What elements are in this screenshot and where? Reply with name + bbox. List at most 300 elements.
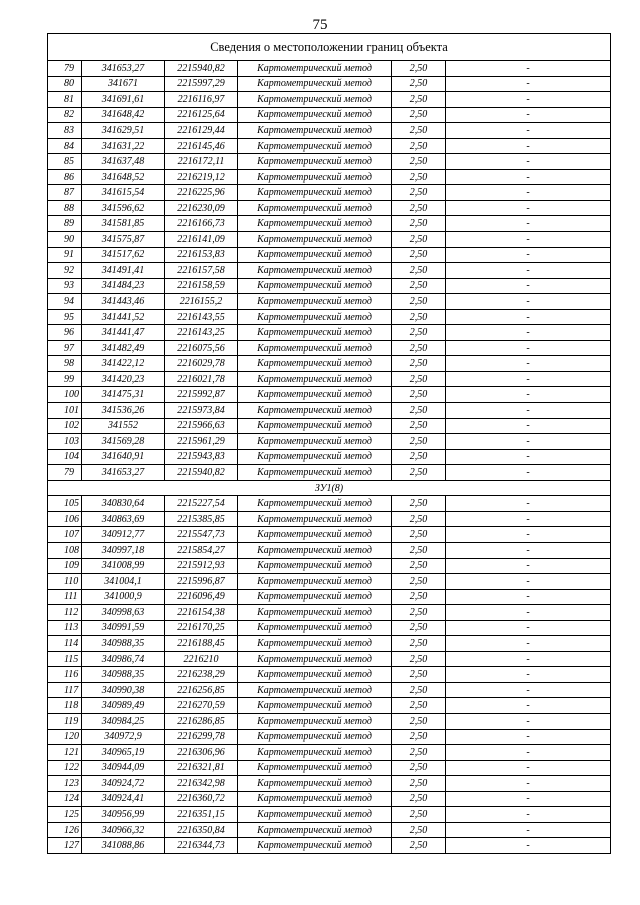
method-cell: Картометрический метод xyxy=(238,527,392,543)
coord-y-cell: 2216157,58 xyxy=(165,263,238,279)
description-cell: - xyxy=(446,745,611,761)
table-row xyxy=(48,247,611,263)
description-cell: - xyxy=(446,309,611,325)
table-row xyxy=(48,776,611,792)
description-cell: - xyxy=(446,527,611,543)
table-row xyxy=(48,278,611,294)
coord-x-cell: 340972,9 xyxy=(82,729,165,745)
method-cell: Картометрический метод xyxy=(238,309,392,325)
accuracy-cell: 2,50 xyxy=(392,589,446,605)
coord-y-cell: 2216306,96 xyxy=(165,745,238,761)
accuracy-cell: 2,50 xyxy=(392,449,446,465)
table-row xyxy=(48,574,611,590)
coord-x-cell: 340998,63 xyxy=(82,605,165,621)
method-cell: Картометрический метод xyxy=(238,542,392,558)
method-cell: Картометрический метод xyxy=(238,620,392,636)
accuracy-cell: 2,50 xyxy=(392,278,446,294)
accuracy-cell: 2,50 xyxy=(392,403,446,419)
coord-y-cell: 2216075,56 xyxy=(165,340,238,356)
point-number-cell: 104 xyxy=(48,449,82,465)
coord-y-cell: 2216141,09 xyxy=(165,232,238,248)
point-number-cell: 93 xyxy=(48,278,82,294)
method-cell: Картометрический метод xyxy=(238,745,392,761)
method-cell: Картометрический метод xyxy=(238,589,392,605)
coord-y-cell: 2216096,49 xyxy=(165,589,238,605)
coord-y-cell: 2216286,85 xyxy=(165,713,238,729)
accuracy-cell: 2,50 xyxy=(392,294,446,310)
description-cell: - xyxy=(446,387,611,403)
description-cell: - xyxy=(446,403,611,419)
coord-y-cell: 2216116,97 xyxy=(165,92,238,108)
table-row xyxy=(48,356,611,372)
method-cell: Картометрический метод xyxy=(238,605,392,621)
method-cell: Картометрический метод xyxy=(238,403,392,419)
coord-x-cell: 341631,22 xyxy=(82,138,165,154)
accuracy-cell: 2,50 xyxy=(392,185,446,201)
point-number-cell: 79 xyxy=(48,465,82,481)
point-number-cell: 88 xyxy=(48,200,82,216)
table-row xyxy=(48,371,611,387)
accuracy-cell: 2,50 xyxy=(392,107,446,123)
coord-x-cell: 341000,9 xyxy=(82,589,165,605)
description-cell: - xyxy=(446,232,611,248)
description-cell: - xyxy=(446,807,611,823)
coord-x-cell: 340944,09 xyxy=(82,760,165,776)
accuracy-cell: 2,50 xyxy=(392,123,446,139)
accuracy-cell: 2,50 xyxy=(392,682,446,698)
accuracy-cell: 2,50 xyxy=(392,465,446,481)
coord-y-cell: 2215227,54 xyxy=(165,496,238,512)
coord-x-cell: 341441,47 xyxy=(82,325,165,341)
coord-x-cell: 341422,12 xyxy=(82,356,165,372)
description-cell: - xyxy=(446,418,611,434)
point-number-cell: 124 xyxy=(48,791,82,807)
description-cell: - xyxy=(446,340,611,356)
coord-y-cell: 2216143,25 xyxy=(165,325,238,341)
accuracy-cell: 2,50 xyxy=(392,232,446,248)
accuracy-cell: 2,50 xyxy=(392,169,446,185)
description-cell: - xyxy=(446,605,611,621)
coord-x-cell: 340997,18 xyxy=(82,542,165,558)
point-number-cell: 84 xyxy=(48,138,82,154)
point-number-cell: 81 xyxy=(48,92,82,108)
accuracy-cell: 2,50 xyxy=(392,791,446,807)
coord-x-cell: 340984,25 xyxy=(82,713,165,729)
coord-y-cell: 2215854,27 xyxy=(165,542,238,558)
coord-y-cell: 2216143,55 xyxy=(165,309,238,325)
point-number-cell: 97 xyxy=(48,340,82,356)
method-cell: Картометрический метод xyxy=(238,822,392,838)
table-row xyxy=(48,61,611,77)
coord-x-cell: 341637,48 xyxy=(82,154,165,170)
table-row xyxy=(48,418,611,434)
accuracy-cell: 2,50 xyxy=(392,527,446,543)
coord-y-cell: 2216225,96 xyxy=(165,185,238,201)
table-row xyxy=(48,760,611,776)
method-cell: Картометрический метод xyxy=(238,558,392,574)
description-cell: - xyxy=(446,185,611,201)
point-number-cell: 115 xyxy=(48,651,82,667)
method-cell: Картометрический метод xyxy=(238,791,392,807)
table-row xyxy=(48,185,611,201)
method-cell: Картометрический метод xyxy=(238,123,392,139)
description-cell: - xyxy=(446,325,611,341)
method-cell: Картометрический метод xyxy=(238,776,392,792)
coord-y-cell: 2216360,72 xyxy=(165,791,238,807)
accuracy-cell: 2,50 xyxy=(392,620,446,636)
description-cell: - xyxy=(446,667,611,683)
coord-x-cell: 341575,87 xyxy=(82,232,165,248)
coord-y-cell: 2215385,85 xyxy=(165,511,238,527)
accuracy-cell: 2,50 xyxy=(392,698,446,714)
coord-y-cell: 2216188,45 xyxy=(165,636,238,652)
method-cell: Картометрический метод xyxy=(238,169,392,185)
page-number: 75 xyxy=(312,17,328,33)
table-row xyxy=(48,605,611,621)
table-row xyxy=(48,92,611,108)
coord-y-cell: 2216210 xyxy=(165,651,238,667)
accuracy-cell: 2,50 xyxy=(392,356,446,372)
section-row xyxy=(48,480,611,496)
accuracy-cell: 2,50 xyxy=(392,61,446,77)
table-row xyxy=(48,558,611,574)
description-cell: - xyxy=(446,822,611,838)
coord-y-cell: 2215997,29 xyxy=(165,76,238,92)
coord-y-cell: 2216350,84 xyxy=(165,822,238,838)
point-number-cell: 122 xyxy=(48,760,82,776)
point-number-cell: 108 xyxy=(48,542,82,558)
table-row xyxy=(48,216,611,232)
method-cell: Картометрический метод xyxy=(238,263,392,279)
method-cell: Картометрический метод xyxy=(238,356,392,372)
table-row xyxy=(48,154,611,170)
method-cell: Картометрический метод xyxy=(238,651,392,667)
coord-y-cell: 2216029,78 xyxy=(165,356,238,372)
coord-y-cell: 2216344,73 xyxy=(165,838,238,854)
coord-x-cell: 341443,46 xyxy=(82,294,165,310)
point-number-cell: 123 xyxy=(48,776,82,792)
coord-x-cell: 341491,41 xyxy=(82,263,165,279)
method-cell: Картометрический метод xyxy=(238,247,392,263)
coord-y-cell: 2216129,44 xyxy=(165,123,238,139)
point-number-cell: 119 xyxy=(48,713,82,729)
coord-y-cell: 2215940,82 xyxy=(165,465,238,481)
description-cell: - xyxy=(446,216,611,232)
method-cell: Картометрический метод xyxy=(238,232,392,248)
accuracy-cell: 2,50 xyxy=(392,138,446,154)
accuracy-cell: 2,50 xyxy=(392,309,446,325)
accuracy-cell: 2,50 xyxy=(392,154,446,170)
description-cell: - xyxy=(446,247,611,263)
accuracy-cell: 2,50 xyxy=(392,216,446,232)
accuracy-cell: 2,50 xyxy=(392,574,446,590)
method-cell: Картометрический метод xyxy=(238,511,392,527)
method-cell: Картометрический метод xyxy=(238,636,392,652)
coord-x-cell: 340965,19 xyxy=(82,745,165,761)
accuracy-cell: 2,50 xyxy=(392,807,446,823)
coord-x-cell: 341484,23 xyxy=(82,278,165,294)
point-number-cell: 110 xyxy=(48,574,82,590)
coord-x-cell: 341536,26 xyxy=(82,403,165,419)
accuracy-cell: 2,50 xyxy=(392,713,446,729)
table-row xyxy=(48,138,611,154)
accuracy-cell: 2,50 xyxy=(392,776,446,792)
description-cell: - xyxy=(446,651,611,667)
boundary-coordinates-table xyxy=(47,33,611,854)
method-cell: Картометрический метод xyxy=(238,838,392,854)
point-number-cell: 109 xyxy=(48,558,82,574)
accuracy-cell: 2,50 xyxy=(392,667,446,683)
coord-x-cell: 341569,28 xyxy=(82,434,165,450)
coord-x-cell: 340956,99 xyxy=(82,807,165,823)
method-cell: Картометрический метод xyxy=(238,61,392,77)
point-number-cell: 80 xyxy=(48,76,82,92)
description-cell: - xyxy=(446,760,611,776)
table-row xyxy=(48,107,611,123)
accuracy-cell: 2,50 xyxy=(392,200,446,216)
point-number-cell: 87 xyxy=(48,185,82,201)
method-cell: Картометрический метод xyxy=(238,698,392,714)
description-cell: - xyxy=(446,636,611,652)
point-number-cell: 92 xyxy=(48,263,82,279)
coord-x-cell: 340986,74 xyxy=(82,651,165,667)
method-cell: Картометрический метод xyxy=(238,325,392,341)
description-cell: - xyxy=(446,154,611,170)
description-cell: - xyxy=(446,620,611,636)
description-cell: - xyxy=(446,356,611,372)
table-row xyxy=(48,496,611,512)
accuracy-cell: 2,50 xyxy=(392,371,446,387)
method-cell: Картометрический метод xyxy=(238,807,392,823)
coord-y-cell: 2216166,73 xyxy=(165,216,238,232)
accuracy-cell: 2,50 xyxy=(392,651,446,667)
description-cell: - xyxy=(446,698,611,714)
coord-x-cell: 341653,27 xyxy=(82,61,165,77)
description-cell: - xyxy=(446,682,611,698)
method-cell: Картометрический метод xyxy=(238,760,392,776)
table-row xyxy=(48,232,611,248)
coord-x-cell: 341581,85 xyxy=(82,216,165,232)
point-number-cell: 102 xyxy=(48,418,82,434)
coord-y-cell: 2215996,87 xyxy=(165,574,238,590)
point-number-cell: 121 xyxy=(48,745,82,761)
coord-y-cell: 2215961,29 xyxy=(165,434,238,450)
table-row xyxy=(48,822,611,838)
coord-y-cell: 2216238,29 xyxy=(165,667,238,683)
table-row xyxy=(48,651,611,667)
description-cell: - xyxy=(446,729,611,745)
coord-x-cell: 341629,51 xyxy=(82,123,165,139)
coord-x-cell: 340830,64 xyxy=(82,496,165,512)
coord-y-cell: 2215943,83 xyxy=(165,449,238,465)
method-cell: Картометрический метод xyxy=(238,371,392,387)
table-row xyxy=(48,465,611,481)
accuracy-cell: 2,50 xyxy=(392,434,446,450)
coord-x-cell: 340988,35 xyxy=(82,667,165,683)
accuracy-cell: 2,50 xyxy=(392,745,446,761)
accuracy-cell: 2,50 xyxy=(392,760,446,776)
method-cell: Картометрический метод xyxy=(238,294,392,310)
coord-x-cell: 341517,62 xyxy=(82,247,165,263)
description-cell: - xyxy=(446,449,611,465)
method-cell: Картометрический метод xyxy=(238,76,392,92)
coord-x-cell: 341088,86 xyxy=(82,838,165,854)
point-number-cell: 105 xyxy=(48,496,82,512)
description-cell: - xyxy=(446,465,611,481)
coord-x-cell: 341008,99 xyxy=(82,558,165,574)
table-row xyxy=(48,682,611,698)
coord-y-cell: 2215966,63 xyxy=(165,418,238,434)
coord-y-cell: 2216351,15 xyxy=(165,807,238,823)
accuracy-cell: 2,50 xyxy=(392,558,446,574)
description-cell: - xyxy=(446,107,611,123)
coord-y-cell: 2216172,11 xyxy=(165,154,238,170)
table-row xyxy=(48,434,611,450)
coord-x-cell: 340924,41 xyxy=(82,791,165,807)
point-number-cell: 85 xyxy=(48,154,82,170)
coord-x-cell: 341441,52 xyxy=(82,309,165,325)
method-cell: Картометрический метод xyxy=(238,713,392,729)
accuracy-cell: 2,50 xyxy=(392,92,446,108)
accuracy-cell: 2,50 xyxy=(392,636,446,652)
description-cell: - xyxy=(446,138,611,154)
accuracy-cell: 2,50 xyxy=(392,263,446,279)
table-row xyxy=(48,449,611,465)
point-number-cell: 98 xyxy=(48,356,82,372)
point-number-cell: 86 xyxy=(48,169,82,185)
coord-y-cell: 2215912,93 xyxy=(165,558,238,574)
coord-y-cell: 2215973,84 xyxy=(165,403,238,419)
description-cell: - xyxy=(446,838,611,854)
coord-x-cell: 340863,69 xyxy=(82,511,165,527)
point-number-cell: 116 xyxy=(48,667,82,683)
coord-y-cell: 2216299,78 xyxy=(165,729,238,745)
coord-x-cell: 340991,59 xyxy=(82,620,165,636)
coord-y-cell: 2216154,38 xyxy=(165,605,238,621)
method-cell: Картометрический метод xyxy=(238,216,392,232)
table-row xyxy=(48,729,611,745)
table-row xyxy=(48,620,611,636)
coord-x-cell: 340988,35 xyxy=(82,636,165,652)
table-row xyxy=(48,807,611,823)
description-cell: - xyxy=(446,263,611,279)
method-cell: Картометрический метод xyxy=(238,418,392,434)
table-row xyxy=(48,713,611,729)
method-cell: Картометрический метод xyxy=(238,92,392,108)
table-row xyxy=(48,387,611,403)
accuracy-cell: 2,50 xyxy=(392,496,446,512)
coord-x-cell: 341552 xyxy=(82,418,165,434)
coord-x-cell: 340990,38 xyxy=(82,682,165,698)
table-row xyxy=(48,403,611,419)
method-cell: Картометрический метод xyxy=(238,185,392,201)
coord-x-cell: 341671 xyxy=(82,76,165,92)
table-row xyxy=(48,745,611,761)
method-cell: Картометрический метод xyxy=(238,729,392,745)
table-row xyxy=(48,511,611,527)
coord-y-cell: 2216145,46 xyxy=(165,138,238,154)
method-cell: Картометрический метод xyxy=(238,278,392,294)
accuracy-cell: 2,50 xyxy=(392,838,446,854)
coord-y-cell: 2215992,87 xyxy=(165,387,238,403)
coord-x-cell: 341615,54 xyxy=(82,185,165,201)
coord-y-cell: 2215547,73 xyxy=(165,527,238,543)
description-cell: - xyxy=(446,542,611,558)
accuracy-cell: 2,50 xyxy=(392,418,446,434)
description-cell: - xyxy=(446,169,611,185)
point-number-cell: 125 xyxy=(48,807,82,823)
accuracy-cell: 2,50 xyxy=(392,387,446,403)
accuracy-cell: 2,50 xyxy=(392,340,446,356)
method-cell: Картометрический метод xyxy=(238,574,392,590)
point-number-cell: 101 xyxy=(48,403,82,419)
method-cell: Картометрический метод xyxy=(238,138,392,154)
table-row xyxy=(48,309,611,325)
coord-y-cell: 2216342,98 xyxy=(165,776,238,792)
coord-x-cell: 341691,61 xyxy=(82,92,165,108)
table-row xyxy=(48,123,611,139)
table-row xyxy=(48,791,611,807)
point-number-cell: 111 xyxy=(48,589,82,605)
method-cell: Картометрический метод xyxy=(238,496,392,512)
point-number-cell: 107 xyxy=(48,527,82,543)
description-cell: - xyxy=(446,776,611,792)
coord-y-cell: 2216321,81 xyxy=(165,760,238,776)
accuracy-cell: 2,50 xyxy=(392,729,446,745)
accuracy-cell: 2,50 xyxy=(392,542,446,558)
method-cell: Картометрический метод xyxy=(238,682,392,698)
point-number-cell: 89 xyxy=(48,216,82,232)
description-cell: - xyxy=(446,434,611,450)
table-row xyxy=(48,542,611,558)
table-row xyxy=(48,527,611,543)
coord-x-cell: 340912,77 xyxy=(82,527,165,543)
method-cell: Картометрический метод xyxy=(238,200,392,216)
coord-y-cell: 2216155,2 xyxy=(165,294,238,310)
table-row xyxy=(48,169,611,185)
coord-y-cell: 2216170,25 xyxy=(165,620,238,636)
coord-y-cell: 2216230,09 xyxy=(165,200,238,216)
coord-x-cell: 341482,49 xyxy=(82,340,165,356)
coord-x-cell: 340924,72 xyxy=(82,776,165,792)
point-number-cell: 126 xyxy=(48,822,82,838)
table-title: Сведения о местоположении границ объекта xyxy=(48,34,611,61)
coord-x-cell: 340989,49 xyxy=(82,698,165,714)
table-row xyxy=(48,698,611,714)
coord-y-cell: 2216125,64 xyxy=(165,107,238,123)
description-cell: - xyxy=(446,61,611,77)
coord-y-cell: 2215940,82 xyxy=(165,61,238,77)
coord-y-cell: 2216270,59 xyxy=(165,698,238,714)
point-number-cell: 100 xyxy=(48,387,82,403)
accuracy-cell: 2,50 xyxy=(392,605,446,621)
point-number-cell: 96 xyxy=(48,325,82,341)
coord-x-cell: 341420,23 xyxy=(82,371,165,387)
table-row xyxy=(48,667,611,683)
point-number-cell: 117 xyxy=(48,682,82,698)
method-cell: Картометрический метод xyxy=(238,387,392,403)
coord-x-cell: 341648,52 xyxy=(82,169,165,185)
accuracy-cell: 2,50 xyxy=(392,822,446,838)
point-number-cell: 106 xyxy=(48,511,82,527)
coord-y-cell: 2216256,85 xyxy=(165,682,238,698)
point-number-cell: 113 xyxy=(48,620,82,636)
table-row xyxy=(48,636,611,652)
method-cell: Картометрический метод xyxy=(238,340,392,356)
point-number-cell: 90 xyxy=(48,232,82,248)
coord-y-cell: 2216021,78 xyxy=(165,371,238,387)
table-row xyxy=(48,325,611,341)
